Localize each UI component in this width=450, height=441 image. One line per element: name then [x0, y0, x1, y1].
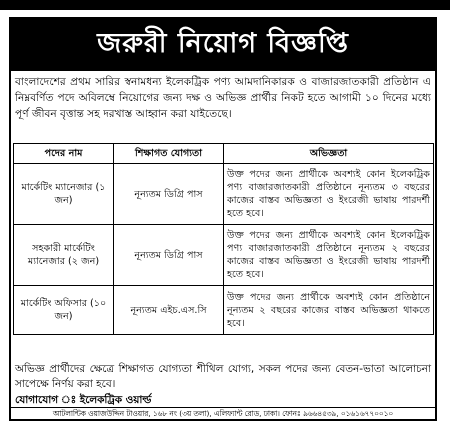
- education-cell: নূন্যতম ডিগ্রি পাস: [114, 164, 224, 225]
- contact-line: যোগাযোগ ঃ ইলেকট্রিক ওয়ার্ল্ড: [15, 394, 152, 406]
- header-experience: অভিজ্ঞতা: [224, 144, 434, 164]
- table-row: [14, 286, 434, 335]
- ad-title: জরুরী নিয়োগ বিজ্ঞপ্তি: [97, 27, 349, 59]
- experience-cell: উক্ত পদের জন্য প্রার্থীকে অবশ্যই কোন প্রতিষ্ঠানে নূন্যতম ২ বছরের কাজের বাস্তব অভিজ্ঞতা থাকতে হবে।: [224, 286, 434, 335]
- table-header-row: [14, 144, 434, 164]
- header-education: শিক্ষাগত যোগ্যতা: [114, 144, 224, 164]
- post-cell: মার্কেটিং ম্যানেজার (১ জন): [14, 164, 114, 225]
- vacancy-table: [13, 143, 434, 335]
- table-row: [14, 164, 434, 225]
- table-row: [14, 225, 434, 286]
- address-line: আটলান্টিক ওয়াজউদ্দিন টাওয়ার, ১৬৮ নং (৩য় তলা), এলিফ্যান্ট রোড, ঢাকা। ফোনঃ ৯৬৬৪৫৩৯, ০১৬১৬৭৭০০১০: [11, 407, 435, 420]
- post-cell: সহকারী মার্কেটিং ম্যানেজার (২ জন): [14, 225, 114, 286]
- intro-paragraph: বাংলাদেশের প্রথম সারির স্বনামধন্য ইলেকট্রিক পণ্য আমদানিকারক ও বাজারজাতকারী প্রতিষ্ঠান এ নিম্নবর্ণিত পদে অবিলম্বে নিয়োগের জন্য দক্ষ ও অভিজ্ঞ প্রার্থীর নিকট হতে আগামী ১০ দিনের মধ্যে পূর্ণ জীবন বৃত্তান্ত সহ দরখাস্ত আহ্বান করা যাইতেছে।: [15, 76, 431, 120]
- experience-cell: উক্ত পদের জন্য প্রার্থীকে অবশ্যই কোন ইলেকট্রিক পণ্য বাজারজাতকারী প্রতিষ্ঠানে নূন্যতম ২ বছরের কাজের বাস্তব অভিজ্ঞতা ও ইংরেজী ভাষায় পারদর্শী হতে হবে।: [224, 225, 434, 286]
- header-post: পদের নাম: [14, 144, 114, 164]
- experience-cell: উক্ত পদের জন্য প্রার্থীকে অবশ্যই কোন ইলেকট্রিক পণ্য বাজারজাতকারী প্রতিষ্ঠানে নূন্যতম ৩ বছরের কাজের বাস্তব অভিজ্ঞতা ও ইংরেজী ভাষায় পারদর্শী হতে হবে।: [224, 164, 434, 225]
- top-black-rule: [0, 0, 450, 10]
- footer-note: অভিজ্ঞ প্রার্থীদের ক্ষেত্রে শিক্ষাগত যোগ্যতা শীথিল যোগ্য, সকল পদের জন্য বেতন-ভাতা আলোচনা সাপেক্ষে নির্ণয় করা হবে।: [15, 363, 431, 390]
- post-cell: মার্কেটিং অফিসার (১০ জন): [14, 286, 114, 335]
- job-advertisement: [9, 17, 437, 421]
- title-banner: [11, 19, 435, 71]
- education-cell: নূন্যতম ডিগ্রি পাস: [114, 225, 224, 286]
- education-cell: নূন্যতম এইচ.এস.সি: [114, 286, 224, 335]
